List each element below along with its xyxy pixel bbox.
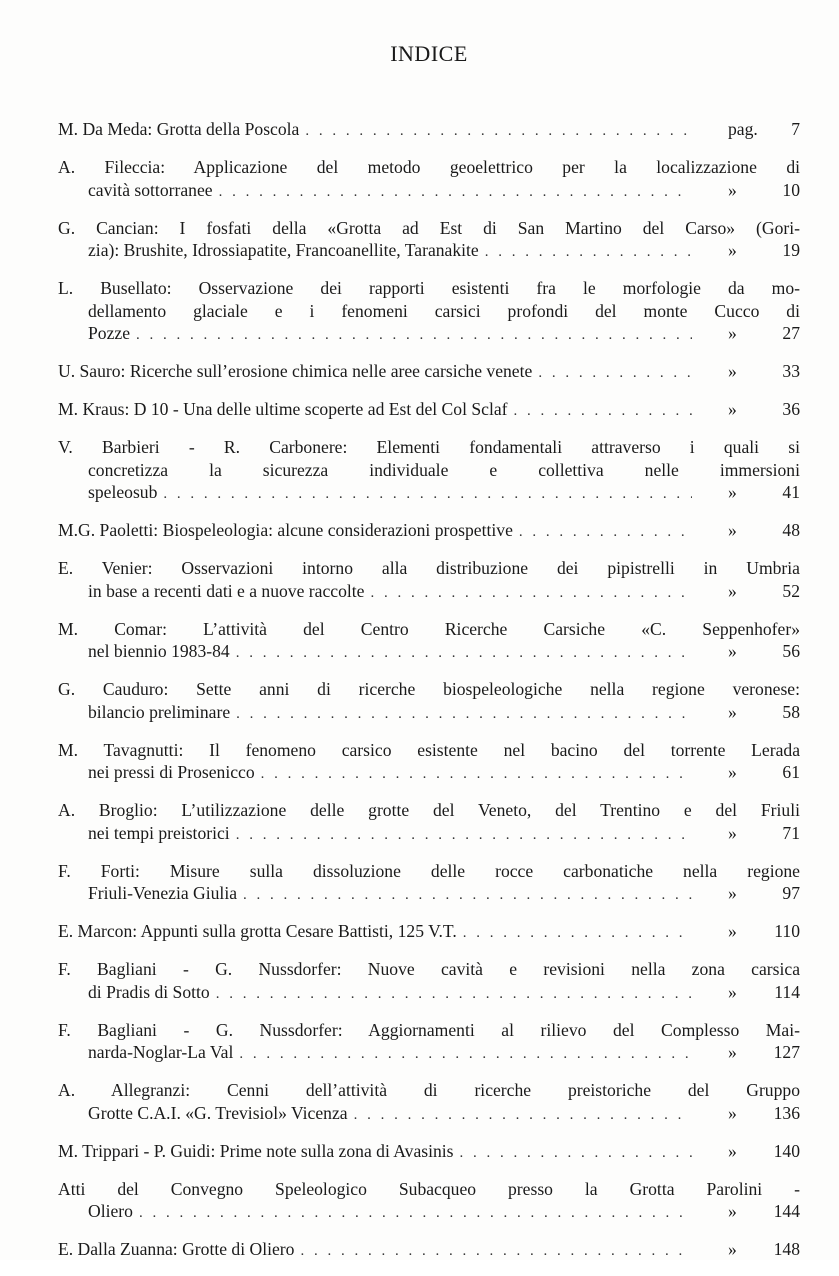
page-marker: » <box>728 323 737 343</box>
entry-title-text: Grotte C.A.I. «G. Trevisiol» Vicenza <box>88 1102 348 1123</box>
dot-leader <box>216 983 692 1006</box>
page-number: 19 <box>782 240 800 260</box>
index-entry <box>58 398 800 423</box>
index-title: INDICE <box>390 41 468 66</box>
page-marker: » <box>728 580 737 601</box>
page-marker: » <box>728 1239 737 1259</box>
index-entry <box>58 920 800 945</box>
entry-title-text: Pozze <box>88 323 131 343</box>
page-marker: » <box>728 520 737 540</box>
entry-title-text: in base a recenti dati e a nuove raccolte <box>88 580 365 601</box>
page-number: 97 <box>782 883 800 903</box>
dot-leader <box>463 922 692 945</box>
dot-leader <box>538 362 692 385</box>
entry-line: dellamento glaciale e i fenomeni carsici profondi del monte Cucco di <box>88 300 800 321</box>
entry-title-text: M. Da Meda: Grotta della Poscola <box>58 119 300 139</box>
page-number: 140 <box>773 1140 800 1161</box>
entry-line: L. Busellato: Osservazione dei rapporti esistenti fra le morfologie da mo- <box>58 278 800 298</box>
index-entry <box>58 1238 800 1263</box>
page-marker: » <box>728 641 737 661</box>
page-number: 61 <box>782 762 800 782</box>
page-marker: » <box>728 822 737 843</box>
page-marker: » <box>728 981 737 1002</box>
page-number: 58 <box>782 701 800 722</box>
dot-leader <box>236 642 692 665</box>
index-entries <box>58 118 800 1276</box>
entry-title-text: Oliero <box>88 1201 133 1221</box>
dot-leader <box>261 763 692 786</box>
dot-leader <box>243 884 692 907</box>
dot-leader <box>300 1240 692 1263</box>
entry-title-text: nei tempi preistorici <box>88 822 230 843</box>
dot-leader <box>514 400 692 423</box>
page-number: 36 <box>782 399 800 419</box>
entry-title-text: narda-Noglar-La Val <box>88 1042 234 1062</box>
entry-title-text: di Pradis di Sotto <box>88 981 210 1002</box>
page-marker: » <box>728 762 737 782</box>
entry-line: M. Tavagnutti: Il fenomeno carsico esistente nel bacino del torrente Lerada <box>58 739 800 760</box>
entry-line: G. Cancian: I fosfati della «Grotta ad Est di San Martino del Carso» (Gori- <box>58 217 800 238</box>
dot-leader <box>519 521 692 544</box>
entry-line: G. Cauduro: Sette anni di ricerche biospeleologiche nella regione veronese: <box>58 679 800 699</box>
index-entry <box>58 557 800 604</box>
entry-title-text: nel biennio 1983-84 <box>88 641 230 661</box>
page-marker: pag. <box>728 119 758 139</box>
page-marker: » <box>728 883 737 903</box>
index-entry <box>58 1019 800 1066</box>
index-entry <box>58 360 800 385</box>
dot-leader <box>236 703 692 726</box>
page-number: 110 <box>774 921 800 941</box>
dot-leader <box>163 483 692 506</box>
index-entry <box>58 1140 800 1165</box>
page-marker: » <box>728 179 737 200</box>
page-marker: » <box>728 1102 737 1123</box>
entry-title-text: E. Dalla Zuanna: Grotte di Oliero <box>58 1239 295 1259</box>
dot-leader <box>236 824 692 847</box>
index-entry <box>58 118 800 143</box>
page-number: 33 <box>782 361 800 381</box>
page-marker: » <box>728 921 737 941</box>
entry-line: F. Bagliani - G. Nussdorfer: Nuove cavità e revisioni nella zona carsica <box>58 959 800 979</box>
entry-title-text: E. Marcon: Appunti sulla grotta Cesare Battisti, 125 V.T. <box>58 921 457 941</box>
page-number: 52 <box>782 580 800 601</box>
entry-title-text: M.G. Paoletti: Biospeleologia: alcune considerazioni prospettive <box>58 520 513 540</box>
index-entry <box>58 860 800 907</box>
page-number: 114 <box>774 981 800 1002</box>
page-marker: » <box>728 399 737 419</box>
index-entry <box>58 277 800 347</box>
entry-title-text: nei pressi di Prosenicco <box>88 762 255 782</box>
index-entry <box>58 958 800 1005</box>
page-marker: » <box>728 1042 737 1062</box>
page-number: 56 <box>782 641 800 661</box>
index-entry <box>58 217 800 264</box>
page-number: 7 <box>791 119 800 139</box>
page-number: 10 <box>782 179 800 200</box>
dot-leader <box>139 1202 692 1225</box>
index-entry <box>58 436 800 506</box>
page-number: 41 <box>782 482 800 502</box>
entry-line: A. Fileccia: Applicazione del metodo geoelettrico per la localizzazione di <box>58 157 800 177</box>
entry-title-text: bilancio preliminare <box>88 701 231 722</box>
entry-title-text: zia): Brushite, Idrossiapatite, Francoanellite, Taranakite <box>88 240 479 260</box>
entry-title-text: Friuli-Venezia Giulia <box>88 883 238 903</box>
entry-title-text: M. Trippari - P. Guidi: Prime note sulla zona di Avasinis <box>58 1140 454 1161</box>
page-number: 48 <box>782 520 800 540</box>
index-entry <box>58 618 800 665</box>
index-entry <box>58 519 800 544</box>
dot-leader <box>370 582 692 605</box>
index-entry <box>58 739 800 786</box>
entry-line: F. Forti: Misure sulla dissoluzione delle rocce carbonatiche nella regione <box>58 860 800 881</box>
index-entry <box>58 156 800 203</box>
page-number: 144 <box>773 1201 800 1221</box>
page-marker: » <box>728 701 737 722</box>
page-marker: » <box>728 1201 737 1221</box>
entry-title-text: speleosub <box>88 482 158 502</box>
entry-line: concretizza la sicurezza individuale e collettiva nelle immersioni <box>88 459 800 480</box>
entry-line: Atti del Convegno Speleologico Subacqueo presso la Grotta Parolini - <box>58 1178 800 1199</box>
dot-leader <box>305 120 692 143</box>
page-number: 127 <box>773 1042 800 1062</box>
entry-title-text: cavità sottorranee <box>88 179 213 200</box>
entry-line: M. Comar: L’attività del Centro Ricerche Carsiche «C. Seppenhofer» <box>58 618 800 639</box>
dot-leader <box>354 1104 692 1127</box>
entry-line: V. Barbieri - R. Carbonere: Elementi fondamentali attraverso i quali si <box>58 437 800 457</box>
dot-leader <box>239 1043 692 1066</box>
page-number: 27 <box>782 323 800 343</box>
entry-line: E. Venier: Osservazioni intorno alla distribuzione dei pipistrelli in Umbria <box>58 558 800 578</box>
page-number: 136 <box>773 1102 800 1123</box>
page-number: 71 <box>782 822 800 843</box>
index-entry <box>58 1079 800 1126</box>
entry-line: A. Broglio: L’utilizzazione delle grotte del Veneto, del Trentino e del Friuli <box>58 800 800 820</box>
dot-leader <box>136 324 692 347</box>
entry-title-text: M. Kraus: D 10 - Una delle ultime scoperte ad Est del Col Sclaf <box>58 399 508 419</box>
index-entry <box>58 678 800 725</box>
page-marker: » <box>728 482 737 502</box>
index-entry <box>58 799 800 846</box>
entry-title-text: U. Sauro: Ricerche sull’erosione chimica nelle aree carsiche venete <box>58 361 533 381</box>
page-marker: » <box>728 240 737 260</box>
page-marker: » <box>728 1140 737 1161</box>
index-entry <box>58 1178 800 1225</box>
entry-line: A. Allegranzi: Cenni dell’attività di ricerche preistoriche del Gruppo <box>58 1080 800 1100</box>
page-marker: » <box>728 361 737 381</box>
entry-line: F. Bagliani - G. Nussdorfer: Aggiornamenti al rilievo del Complesso Mai- <box>58 1019 800 1040</box>
page-number: 148 <box>773 1239 800 1259</box>
dot-leader <box>460 1142 692 1165</box>
dot-leader <box>219 181 692 204</box>
dot-leader <box>485 241 692 264</box>
